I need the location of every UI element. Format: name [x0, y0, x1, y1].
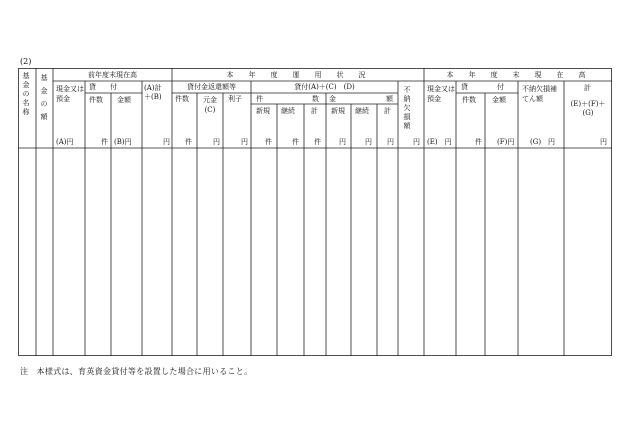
loan-count-sum-unit: 件 [314, 138, 321, 146]
repay-interest-header: 利子 [228, 95, 242, 103]
prev-loan-count-header: 件数 [89, 96, 103, 104]
prev-loan-count-unit: 件 [101, 138, 108, 146]
curr-loan-amount-unit: (F)円 [497, 138, 515, 146]
prev-group-header: 前年度末現在高 [88, 71, 137, 79]
repay-interest-unit: 円 [241, 138, 248, 146]
curr-deficit-unit: (G) 円 [530, 138, 556, 146]
curr-cash-unit: (E) 円 [427, 138, 452, 146]
loan-amount-new-unit: 円 [339, 138, 346, 146]
fund-status-table [18, 68, 612, 356]
prev-total-unit: 円 [163, 138, 170, 146]
curr-loan-count-unit: 件 [475, 138, 482, 146]
repay-count-header: 件数 [175, 95, 189, 103]
curr-total-header: 計 [584, 84, 591, 92]
prev-loan-amount-header: 金額 [117, 96, 131, 104]
loan-amount-header: 金 [329, 95, 336, 103]
loan-count-cont-unit: 件 [292, 138, 299, 146]
prev-total-header: (A)計＋(B) [144, 84, 162, 101]
curr-total-unit: 円 [600, 138, 607, 146]
prev-loan-amount-unit: (B)円 [114, 138, 132, 146]
loan-amount-sum-unit: 円 [387, 138, 394, 146]
loan-count-cont-header: 継続 [281, 107, 295, 115]
repay-principal-unit: 円 [213, 138, 220, 146]
fund-amount-header: 基金の額 [40, 74, 48, 121]
loan-amount-cont-unit: 円 [365, 138, 372, 146]
repay-principal-header: 元金(C) [203, 96, 217, 114]
footnote: 注 本様式は、育英資金貸付等を設置した場合に用いること。 [20, 367, 253, 376]
repay-count-unit: 件 [185, 138, 192, 146]
curr-loan-header: 貸 付 [461, 83, 506, 91]
prev-loan-header: 貸 付 [89, 83, 117, 91]
prev-cash-header: 現金又は預金 [56, 85, 84, 103]
loan-count-new-header: 新規 [256, 107, 270, 115]
loan-amount-cont-header: 継続 [355, 107, 369, 115]
loan-count-new-unit: 件 [265, 138, 272, 146]
section-number: (2) [20, 57, 32, 66]
loan-amount-header-tail: 額 [386, 95, 393, 103]
bad-debt-header: 不納欠損額 [403, 86, 411, 130]
fund-name-header: 基金の名称 [22, 72, 30, 116]
bad-debt-unit: 円 [413, 138, 420, 146]
loan-count-header-tail: 数 [312, 95, 319, 103]
prev-cash-unit: (A)円 [56, 138, 74, 146]
curr-deficit-header: 不納欠損補てん額 [522, 85, 557, 103]
repay-group-header: 貸付金返還額等 [187, 83, 236, 91]
curr-total-formula: (E)＋(F)＋(G) [570, 100, 606, 117]
loan-count-sum-header: 計 [311, 107, 318, 115]
loan-count-header: 件 [256, 95, 263, 103]
loan-amount-new-header: 新規 [331, 107, 345, 115]
curr-loan-count-header: 件数 [462, 96, 476, 104]
ops-group-header: 本 年 度 運 用 状 況 [226, 71, 370, 79]
loan-group-header: 貸付(A)＋(C) (D) [294, 83, 355, 91]
curr-group-header: 本 年 度 末 現 在 高 [446, 71, 590, 79]
curr-cash-header: 現金又は預金 [427, 85, 455, 103]
loan-amount-sum-header: 計 [384, 107, 391, 115]
curr-loan-amount-header: 金額 [492, 96, 506, 104]
